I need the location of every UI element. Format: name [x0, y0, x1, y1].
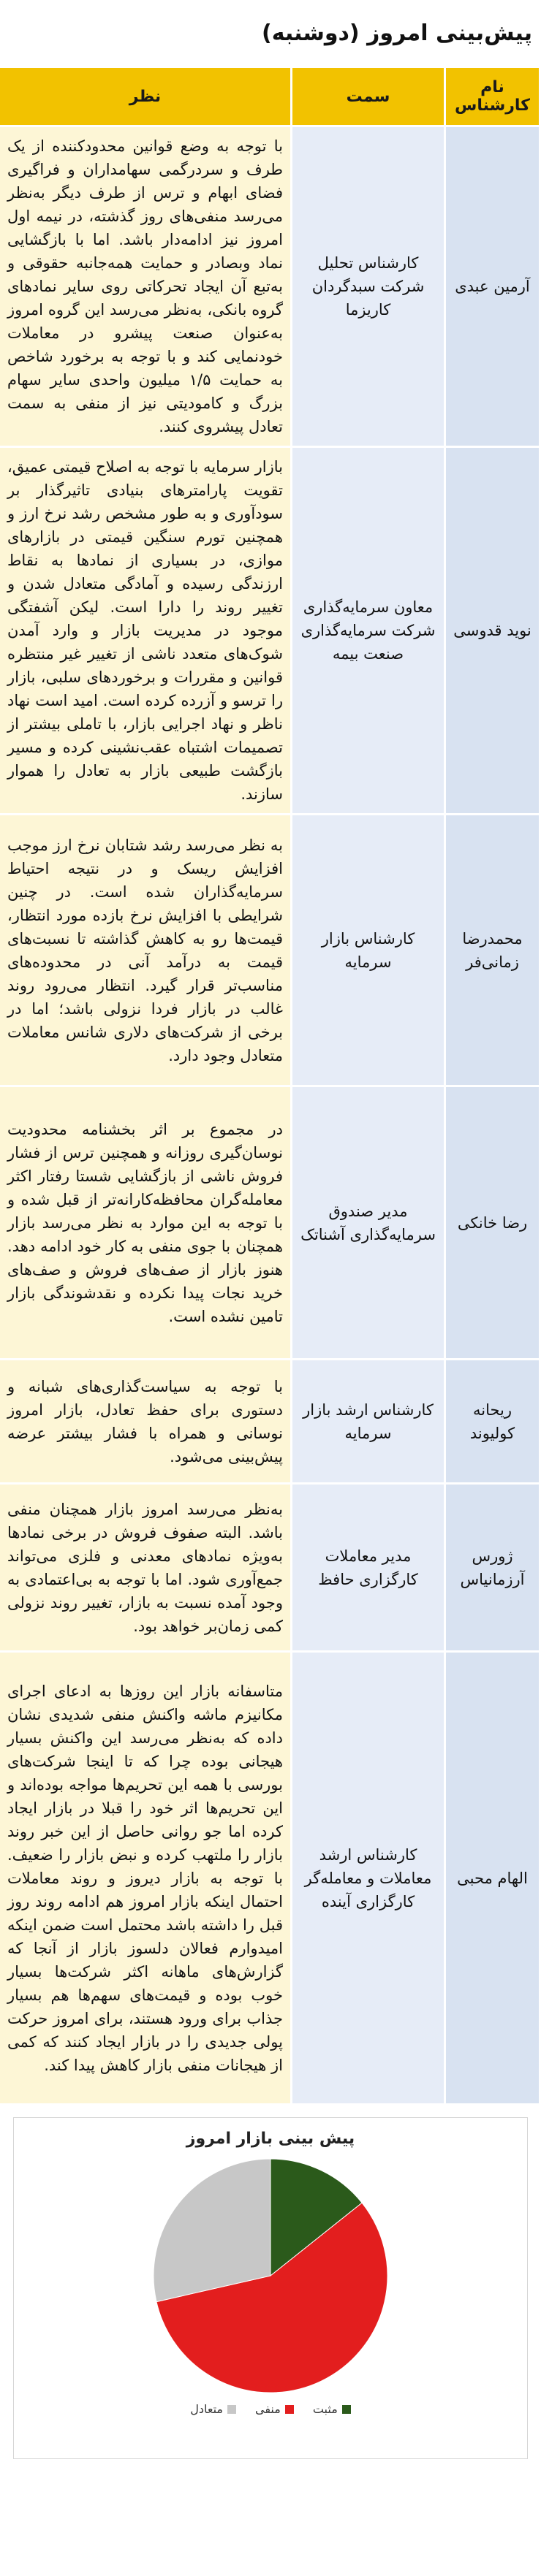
legend-item — [190, 2402, 236, 2416]
expert-opinion: با توجه به سیاست‌گذاری‌های شبانه و دستوری برای حفظ تعادل، بازار امروز نوسانی و همراه با فشار بیشتر عرضه پیش‌بینی می‌شود. — [0, 1360, 292, 1484]
expert-name: ژورس آرزمانیاس — [445, 1484, 540, 1652]
table-row — [0, 1484, 540, 1652]
pie-chart — [150, 2155, 391, 2396]
table-header-row — [0, 67, 540, 126]
forecast-table — [0, 66, 541, 2106]
table-row — [0, 1652, 540, 2105]
expert-role: کارشناس ارشد بازار سرمایه — [292, 1360, 445, 1484]
legend-label: متعادل — [190, 2402, 223, 2416]
table-row — [0, 815, 540, 1086]
legend-item — [313, 2402, 351, 2416]
expert-name: الهام محبی — [445, 1652, 540, 2105]
header-role: سمت — [292, 67, 445, 126]
expert-role: کارشناس تحلیل شرکت سبدگردان کاریزما — [292, 126, 445, 447]
expert-opinion: با توجه به وضع قوانین محدودکننده از یک طرف و سردرگمی سهامداران و فراگیری فضای ابهام و ترس از طرف دیگر به‌نظر می‌رسد منفی‌های روز گذشته، در نیمه اول امروز نیز ادامه‌دار باشد. اما با بازگشایی نماد وبصادر و حمایت همه‌جانبه حقوقی و به‌تبع آن ایجاد تحرکاتی روی سایر نمادهای گروه بانکی، به‌نظر می‌رسد این گروه امروز به‌عنوان صنعت پیشرو در معاملات خودنمایی کند و با توجه به برخورد شاخص به حمایت ۱/۵ میلیون واحدی سایر سهام بزرگ و کامودیتی نیز از منفی به سمت تعادل پیشروی کنند. — [0, 126, 292, 447]
expert-name: ریحانه کولیوند — [445, 1360, 540, 1484]
table-row — [0, 126, 540, 447]
header-opinion: نظر — [0, 67, 292, 126]
chart-title: پیش بینی بازار امروز — [186, 2130, 355, 2148]
legend-swatch — [227, 2405, 236, 2414]
expert-name: آرمین عبدی — [445, 126, 540, 447]
legend-label: مثبت — [312, 2402, 338, 2416]
expert-role: مدیر صندوق سرمایه‌گذاری آشناتک — [292, 1086, 445, 1360]
expert-opinion: به نظر می‌رسد رشد شتابان نرخ ارز موجب افزایش ریسک و در نتیجه احتیاط سرمایه‌گذاران شده است. در چنین شرایطی با افزایش نرخ بازده مورد انتظار، قیمت‌ها رو به کاهش گذاشته تا نسبت‌های قیمت به درآمد آنی در محدوده‌های مناسب‌تر قرار گیرد. انتظار می‌رود روند غالب در بازار فردا نزولی باشد؛ اما در برخی از شرکت‌های دلاری شانس معاملات متعادل وجود دارد. — [0, 815, 292, 1086]
expert-opinion: بازار سرمایه با توجه به اصلاح قیمتی عمیق، تقویت پارامترهای بنیادی تاثیرگذار بر سودآوری و به طور مشخص رشد نرخ ارز و همچنین تورم سنگین قیمتی در بازارهای موازی، در بسیاری از نمادها به نقاط ارزندگی رسیده و آمادگی متعادل شدن و تغییر روند را دارا است. لیکن آشفتگی موجود در مدیریت بازار و وارد آمدن شوک‌های متعدد ناشی از تغییر غیر منتظره قوانین و مقررات و برخوردهای سلبی، بازار را ترسو و آزرده کرده است. امید است نهاد ناظر و نهاد اجرایی بازار، با تاملی بیشتر از تصمیمات اشتباه عقب‌نشینی کرده و مسیر بازگشت طبیعی بازار به تعادل را هموار سازند. — [0, 447, 292, 815]
header-name: نام کارشناس — [445, 67, 540, 126]
table-row — [0, 1360, 540, 1484]
expert-role: کارشناس ارشد معاملات و معامله‌گر کارگزاری آینده — [292, 1652, 445, 2105]
expert-name: محمدرضا زمانی‌فر — [445, 815, 540, 1086]
expert-opinion: به‌نظر می‌رسد امروز بازار همچنان منفی باشد. البته صفوف فروش در برخی نمادها به‌ویژه نمادهای معدنی و فلزی می‌تواند جمع‌آوری شود. اما با توجه به بی‌اعتمادی به وجود آمده نسبت به بازار، تغییر روند نزولی کمی زمان‌بر خواهد بود. — [0, 1484, 292, 1652]
title-bar — [0, 0, 541, 66]
expert-role: معاون سرمایه‌گذاری شرکت سرمایه‌گذاری صنعت بیمه — [292, 447, 445, 815]
expert-opinion: در مجموع بر اثر بخشنامه محدودیت نوسان‌گیری روزانه و همچنین ترس از فشار فروش ناشی از بازگشایی شستا رفتار اکثر معامله‌گران محافظه‌کارانه‌تر از قبل شده و با توجه به این موارد به نظر می‌رسد بازار همچنان با جوی منفی به کار خود ادامه دهد. هنوز بازار از صف‌های فروش و صف‌های خرید نجات پیدا نکرده و نقدشوندگی بازار تامین نشده است. — [0, 1086, 292, 1360]
chart-card — [13, 2117, 528, 2459]
legend-label: منفی — [255, 2402, 281, 2416]
legend-item — [255, 2402, 294, 2416]
expert-opinion: متاسفانه بازار این روزها به ادعای اجرای مکانیزم ماشه واکنش منفی شدیدی نشان داده که به‌نظر می‌رسد این واکنش بسیار هیجانی بوده چرا که تا اینجا شرکت‌های بورسی با همه این تحریم‌ها مواجه بوده‌اند و این تحریم‌ها اثر خود را قبلا در بازار ایجاد کرده اما جو روانی حاصل از این خبر روند بازار را ملتهب کرده و نبض بازار را ضعیف. با توجه به بازار دیروز و روند معاملات احتمال اینکه بازار امروز هم ادامه روند روز قبل را داشته باشد محتمل است ضمن اینکه امیدوارم فعالان دلسوز بازار از آنجا که گزارش‌های ماهانه اکثر شرکت‌ها بسیار خوب بوده و قیمت‌های سهم‌ها هم بسیار جذاب برای ورود هستند، برای امروز حرکت پولی جدیدی را در بازار ایجاد کنند که کمی از هیجانات منفی بازار کاهش پیدا کند. — [0, 1652, 292, 2105]
legend-swatch — [342, 2405, 351, 2414]
expert-role: کارشناس بازار سرمایه — [292, 815, 445, 1086]
expert-name: نوید قدوسی — [445, 447, 540, 815]
page-title: پیش‌بینی امروز (دوشنبه) — [261, 20, 532, 46]
table-row — [0, 1086, 540, 1360]
legend-swatch — [285, 2405, 294, 2414]
table-row — [0, 447, 540, 815]
expert-name: رضا خانکی — [445, 1086, 540, 1360]
chart-legend — [14, 2402, 527, 2416]
expert-role: مدیر معاملات کارگزاری حافظ — [292, 1484, 445, 1652]
